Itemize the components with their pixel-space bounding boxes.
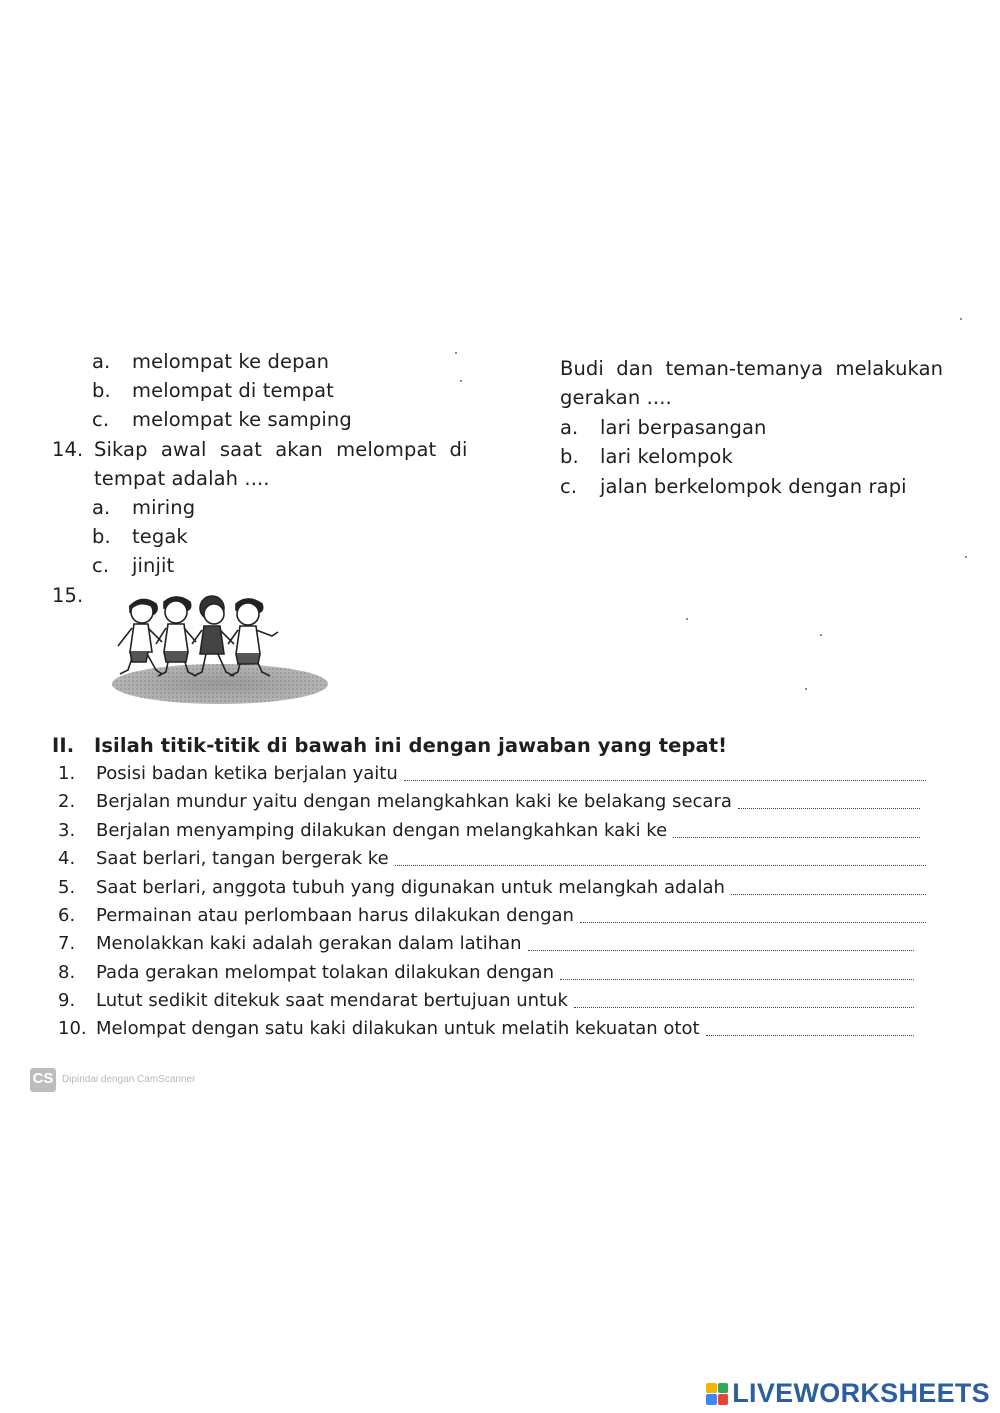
liveworksheets-wordmark: LIVEWORKSHEETS <box>732 1378 990 1408</box>
child-2 <box>156 597 196 676</box>
answer-blank-7[interactable] <box>528 949 914 951</box>
camscanner-caption: Dipindai dengan CamScanner <box>62 1074 196 1085</box>
q15-option-a: a. lari berpasangan <box>560 416 767 439</box>
q14-option-a: a. miring <box>92 496 196 519</box>
fill-item-4: 4. Saat berlari, tangan bergerak ke <box>58 846 926 872</box>
q14-question-cont: tempat adalah .... <box>94 467 270 490</box>
q15-option-b: b. lari kelompok <box>560 445 733 468</box>
section-2-heading: II. Isilah titik-titik di bawah ini dengan jawaban yang tepat! <box>52 734 728 757</box>
camscanner-logo: CS <box>30 1068 56 1092</box>
liveworksheets-icon <box>706 1383 728 1405</box>
answer-blank-6[interactable] <box>580 921 926 923</box>
answer-blank-10[interactable] <box>706 1034 914 1036</box>
fill-item-10: 10. Melompat dengan satu kaki dilakukan untuk melatih kekuatan otot <box>58 1016 914 1042</box>
answer-blank-2[interactable] <box>738 807 920 809</box>
q14-option-c: c. jinjit <box>92 554 175 577</box>
fill-item-1: 1. Posisi badan ketika berjalan yaitu <box>58 761 926 787</box>
fill-item-2: 2. Berjalan mundur yaitu dengan melangkahkan kaki ke belakang secara <box>58 789 920 815</box>
answer-blank-3[interactable] <box>673 836 920 838</box>
answer-blank-1[interactable] <box>404 779 926 781</box>
fill-item-9: 9. Lutut sedikit ditekuk saat mendarat bertujuan untuk <box>58 988 914 1014</box>
answer-blank-5[interactable] <box>731 893 926 895</box>
q14-question: 14. Sikap awal saat akan melompat di <box>52 438 468 461</box>
answer-blank-8[interactable] <box>560 978 914 980</box>
q15-question-cont: gerakan .... <box>560 386 672 409</box>
fill-item-3: 3. Berjalan menyamping dilakukan dengan melangkahkan kaki ke <box>58 818 920 844</box>
fill-item-8: 8. Pada gerakan melompat tolakan dilakukan dengan <box>58 960 914 986</box>
fill-item-6: 6. Permainan atau perlombaan harus dilakukan dengan <box>58 903 926 929</box>
answer-blank-9[interactable] <box>574 1006 914 1008</box>
q15-question: Budi dan teman-temanya melakukan <box>560 357 944 380</box>
child-3 <box>192 596 234 676</box>
fill-item-5: 5. Saat berlari, anggota tubuh yang digunakan untuk melangkah adalah <box>58 875 926 901</box>
liveworksheets-logo[interactable] <box>706 1378 990 1409</box>
fill-item-7: 7. Menolakkan kaki adalah gerakan dalam latihan <box>58 931 914 957</box>
q15-option-c: c. jalan berkelompok dengan rapi <box>560 475 907 498</box>
q13-option-a: a. melompat ke depan <box>92 350 330 373</box>
q14-option-b: b. tegak <box>92 525 188 548</box>
child-1 <box>118 599 162 674</box>
q15-number: 15. <box>52 584 84 607</box>
q13-option-b: b. melompat di tempat <box>92 379 334 402</box>
children-walking-illustration <box>108 588 333 708</box>
q13-option-c: c. melompat ke samping <box>92 408 352 431</box>
answer-blank-4[interactable] <box>395 864 926 866</box>
